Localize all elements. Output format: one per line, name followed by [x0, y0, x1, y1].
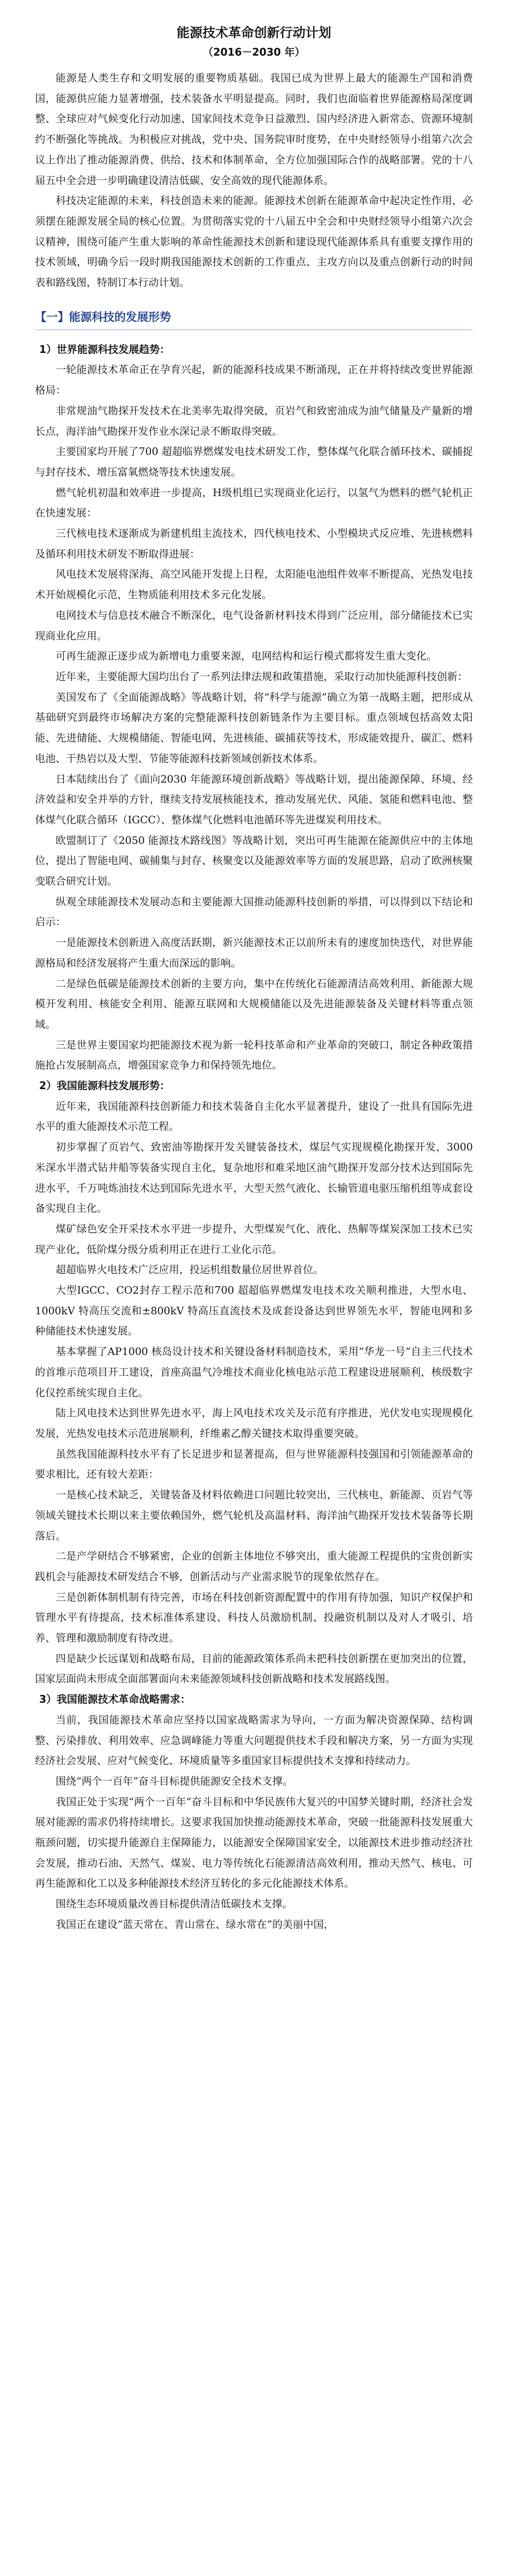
subsection-heading: 2）我国能源科技发展形势：: [39, 1079, 170, 1092]
body-paragraph: 电网技术与信息技术融合不断深化，电气设备新材料技术得到广泛应用，部分储能技术已实现商业化应用。: [35, 608, 473, 642]
body-paragraph: 欧盟制订了《2050 能源技术路线图》等战略计划，突出可再生能源在能源供应中的主体地位，提出了智能电网、碳捕集与封存、核聚变以及能源效率等方面的发展思路，启动了欧洲核聚变联合研究计划。: [35, 834, 473, 888]
body-paragraph: 三是世界主要国家均把能源技术视为新一轮科技革命和产业革命的突破口，制定各种政策措施抢占发展制高点，增强国家竞争力和保持领先地位。: [35, 1038, 473, 1072]
subsection-heading: 1）世界能源科技发展趋势：: [39, 343, 170, 355]
body-paragraph: 燃气轮机初温和效率进一步提高，H级机组已实现商业化运行，以氢气为燃料的燃气轮机正在快速发展：: [35, 486, 473, 519]
body-paragraph: 当前，我国能源技术革命应坚持以国家战略需求为导向，一方面为解决资源保障、结构调整、污染排放、利用效率、应急调峰能力等重大问题提供技术手段和解决方案，另一方面为实现经济社会发展、应对气候变化、环境质量等多重国家目标提供技术支撑和持续动力。: [35, 1713, 473, 1767]
body-paragraph: 风电技术发展将深海、高空风能开发提上日程，太阳能电池组件效率不断提高，光热发电技术开始规模化示范，生物质能利用技术多元化发展。: [35, 568, 473, 601]
body-paragraph: 近年来，主要能源大国均出台了一系列法律法规和政策措施，采取行动加快能源科技创新：: [56, 670, 468, 683]
body-paragraph: 一是核心技术缺乏，关键装备及材料依赖进口问题比较突出，三代核电、新能源、页岩气等领域关键技术长期以来主要依赖国外，燃气轮机及高温材料、海洋油气勘探开发技术装备等长期落后。: [35, 1488, 473, 1542]
body-paragraph: 一是能源技术创新进入高度活跃期，新兴能源技术正以前所未有的速度加快迭代，对世界能源格局和经济发展将产生重大而深远的影响。: [35, 936, 473, 969]
body-paragraph: 我国正在建设“蓝天常在、青山常在、绿水常在”的美丽中国，: [56, 1918, 334, 1930]
body-paragraph: 纵观全球能源技术发展动态和主要能源大国推动能源科技创新的举措，可以得到以下结论和启示：: [35, 895, 473, 928]
body-paragraph: 非常规油气勘探开发技术在北美率先取得突破，页岩气和致密油成为油气储量及产量新的增长点，海洋油气勘探开发作业水深记录不断取得突破。: [35, 404, 473, 437]
body-paragraph: 我国正处于实现“两个一百年”奋斗目标和中华民族伟大复兴的中国梦关键时期，经济社会发展对能源的需求仍将持续增长。这要求我国加快推动能源技术革命，突破一批能源科技发展重大瓶颈问题，切实提升能源自主保障能力，以能源安全保障国家安全，以能源技术进步推动经济社会发展，推动石油、天然气、煤炭、电力等传统化石能源清洁高效利用，推动天然气、核电、可再生能源和化工以及多种能源技术经济互转化的多元化能源技术体系。: [35, 1795, 473, 1890]
body-paragraph: 初步掌握了页岩气、致密油等勘探开发关键装备技术，煤层气实现规模化勘探开发，3000 米深水半潜式钻井船等装备实现自主化，复杂地形和难采地区油气勘探开发部分技术达到国际先进水平，千万吨炼油技术达到国际先进水平，大型天然气液化、长输管道电驱压缩机组等成套设备实现自主化。: [35, 1141, 473, 1215]
body-paragraph: 美国发布了《全面能源战略》等战略计划，将“科学与能源”确立为第一战略主题，把形成从基础研究到最终市场解决方案的完整能源科技创新链条作为主要目标。重点领域包括高效太阳能、先进储能、大规模储能、智能电网、先进核能、碳捕获等技术，形成能效提升、碳汇、燃料电池、干热岩以及大型、节能等能源科技新领域创新技术体系。: [35, 690, 473, 765]
body-paragraph: 围绕生态环境质量改善目标提供清洁低碳技术支撑。: [56, 1897, 293, 1910]
body-paragraph: 近年来，我国能源科技创新能力和技术装备自主化水平显著提升，建设了一批具有国际先进水平的重大能源技术示范工程。: [35, 1099, 473, 1133]
document-title: 能源技术革命创新行动计划: [176, 25, 331, 40]
body-paragraph: 三代核电技术逐渐成为新建机组主流技术，四代核电技术、小型模块式反应堆、先进核燃料及循环利用技术研发不断取得进展：: [35, 527, 473, 560]
body-paragraph: 日本陆续出台了《面向2030 年能源环境创新战略》等战略计划，提出能源保障、环境、经济效益和安全并举的方针，继续支持发展核能技术，推动发展光伏、风能、氢能和燃料电池、整体煤气化联合循环（IGCC）、整体煤气化燃料电池循环等先进煤炭利用技术。: [35, 772, 473, 826]
body-paragraph: 一轮能源技术革命正在孕育兴起，新的能源科技成果不断涌现，正在并将持续改变世界能源格局：: [35, 363, 473, 397]
body-paragraph: 可再生能源正逐步成为新增电力重要来源，电网结构和运行模式都将发生重大变化。: [56, 650, 437, 663]
body-paragraph: 虽然我国能源科技水平有了长足进步和显著提高，但与世界能源科技强国和引领能源革命的要求相比，还有较大差距：: [35, 1447, 473, 1481]
intro-paragraph: 能源是人类生存和文明发展的重要物质基础。我国已成为世界上最大的能源生产国和消费国，能源供应能力显著增强，技术装备水平明显提高。同时，我们也面临着世界能源格局深度调整、全球应对气候变化行动加速、国家间技术竞争日益激烈、国内经济进入新常态、资源环境制约不断强化等挑战。为积极应对挑战，党中央、国务院审时度势，在中央财经领导小组第六次会议上作出了推动能源消费、供给、技术和体制革命，全方位加强国际合作的战略部署。党的十八届五中全会进一步明确建设清洁低碳、安全高效的现代能源体系。: [35, 72, 473, 187]
section-divider: [35, 329, 473, 330]
subsection-heading: 3）我国能源技术革命战略需求：: [39, 1693, 191, 1706]
body-paragraph: 主要国家均开展了700 超超临界燃煤发电技术研发工作，整体煤气化联合循环技术、碳捕捉与封存技术、增压富氧燃烧等技术快速发展。: [35, 445, 473, 478]
body-paragraph: 基本掌握了AP1000 核岛设计技术和关键设备材料制造技术，采用“华龙一号”自主三代技术的首堆示范项目开工建设，首座高温气冷堆技术商业化核电站示范工程建设进展顺利，核级数字化仪控系统实现自主化。: [35, 1345, 473, 1399]
body-paragraph: 超超临界火电技术广泛应用，投运机组数量位居世界首位。: [56, 1263, 323, 1276]
body-paragraph: 二是产学研结合不够紧密，企业的创新主体地位不够突出，重大能源工程提供的宝贵创新实践机会与能源技术研发结合不够，创新活动与产业需求脱节的现象依然存在。: [35, 1550, 473, 1583]
body-paragraph: 煤矿绿色安全开采技术水平进一步提升，大型煤炭气化、液化、热解等煤炭深加工技术已实现产业化，低阶煤分级分质利用正在进行工业化示范。: [35, 1222, 473, 1256]
intro-paragraph: 科技决定能源的未来，科技创造未来的能源。能源技术创新在能源革命中起决定性作用，必须摆在能源发展全局的核心位置。为贯彻落实党的十八届五中全会和中央财经领导小组第六次会议精神，围绕可能产生重大影响的革命性能源技术创新和建设现代能源体系具有重要支撑作用的技术领域，明确今后一段时期我国能源技术创新的工作重点、主攻方向以及重点创新行动的时间表和路线图，特制订本行动计划。: [35, 194, 473, 289]
body-paragraph: 四是缺少长远谋划和战略布局，目前的能源政策体系尚未把科技创新摆在更加突出的位置，国家层面尚未形成全面部署面向未来能源领域科技创新战略和技术发展路线图。: [35, 1652, 473, 1685]
body-paragraph: 二是绿色低碳是能源技术创新的主要方向，集中在传统化石能源清洁高效利用、新能源大规模开发利用、核能安全利用、能源互联网和大规模储能以及先进能源装备及关键材料等重点领域。: [35, 977, 473, 1030]
body-paragraph: 围绕“两个一百年”奋斗目标提供能源安全技术支撑。: [56, 1774, 293, 1787]
section-heading-label: 【一】能源科技的发展形势: [35, 311, 172, 324]
body-paragraph: 三是创新体制机制有待完善，市场在科技创新资源配置中的作用有待加强，知识产权保护和管理水平有待提高，技术标准体系建设、科技人员激励机制、投融资机制以及对人才吸引、培养、管理和激励制度有待改进。: [35, 1590, 473, 1645]
document-subtitle: （2016－2030 年）: [202, 46, 305, 58]
body-paragraph: 陆上风电技术达到世界先进水平，海上风电技术攻关及示范有序推进，光伏发电实现规模化发展，光热发电技术示范进展顺利，纤维素乙醇关键技术取得重要突破。: [35, 1406, 473, 1439]
section-heading: [35, 308, 473, 330]
body-paragraph: 大型IGCC、CO2封存工程示范和700 超超临界燃煤发电技术攻关顺利推进，大型水电、1000kV 特高压交流和±800kV 特高压直流技术及成套设备达到世界领先水平，智能电网和多种储能技术快速发展。: [35, 1284, 473, 1337]
